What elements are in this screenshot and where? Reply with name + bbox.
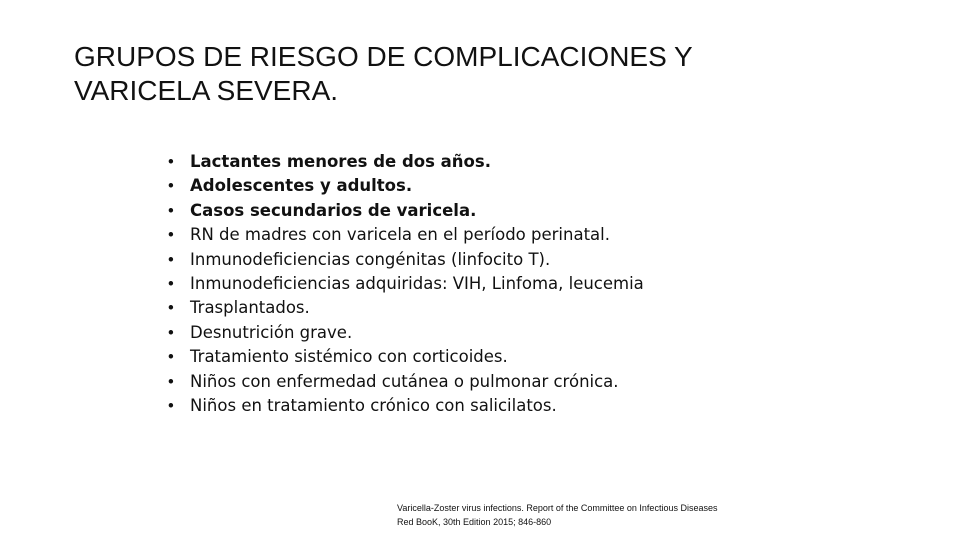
list-item-text: Inmunodeficiencias adquiridas: VIH, Linfoma, leucemia: [190, 274, 644, 294]
list-item-text: Desnutrición grave.: [190, 322, 353, 342]
list-item: [168, 248, 644, 272]
bullet-icon: •: [168, 250, 174, 269]
bullet-icon: •: [168, 323, 174, 342]
list-item-text: Inmunodeficiencias congénitas (linfocito T).: [190, 249, 551, 269]
bullet-icon: •: [168, 153, 174, 171]
slide-title: [74, 40, 894, 108]
list-item: [168, 345, 644, 369]
list-item-text: Lactantes menores de dos años.: [190, 152, 491, 171]
list-item: [168, 150, 644, 174]
list-item-text: Casos secundarios de varicela.: [190, 200, 477, 220]
bullet-icon: •: [168, 226, 174, 245]
list-item-text: Tratamiento sistémico con corticoides.: [190, 347, 508, 367]
reference-line-2: Red BooK, 30th Edition 2015; 846-860: [397, 517, 552, 527]
bullet-icon: •: [168, 299, 174, 318]
bullet-icon: •: [168, 397, 174, 416]
list-item: [168, 394, 644, 418]
list-item: [168, 272, 644, 296]
reference-citation: [397, 501, 717, 529]
bullet-icon: •: [168, 275, 174, 294]
list-item-text: Adolescentes y adultos.: [190, 176, 413, 196]
list-item-text: Niños en tratamiento crónico con salicilatos.: [190, 396, 557, 416]
bullet-icon: •: [168, 201, 174, 220]
list-item-text: Trasplantados.: [190, 298, 310, 318]
bullet-icon: •: [168, 348, 174, 367]
bullet-icon: •: [168, 372, 174, 391]
bullet-icon: •: [168, 177, 174, 196]
risk-group-list: [168, 150, 644, 418]
list-item: [168, 199, 644, 223]
reference-line-1: Varicella-Zoster virus infections. Report of the Committee on Infectious Diseases: [397, 503, 718, 513]
list-item: [168, 174, 644, 198]
list-item: [168, 370, 644, 394]
list-item-text: RN de madres con varicela en el período perinatal.: [190, 225, 610, 245]
list-item-text: Niños con enfermedad cutánea o pulmonar crónica.: [190, 371, 619, 391]
list-item: [168, 296, 644, 320]
slide-title-line-1: GRUPOS DE RIESGO DE COMPLICACIONES Y: [74, 41, 693, 72]
slide-title-line-2: VARICELA SEVERA.: [74, 75, 339, 106]
list-item: [168, 321, 644, 345]
list-item: [168, 223, 644, 247]
